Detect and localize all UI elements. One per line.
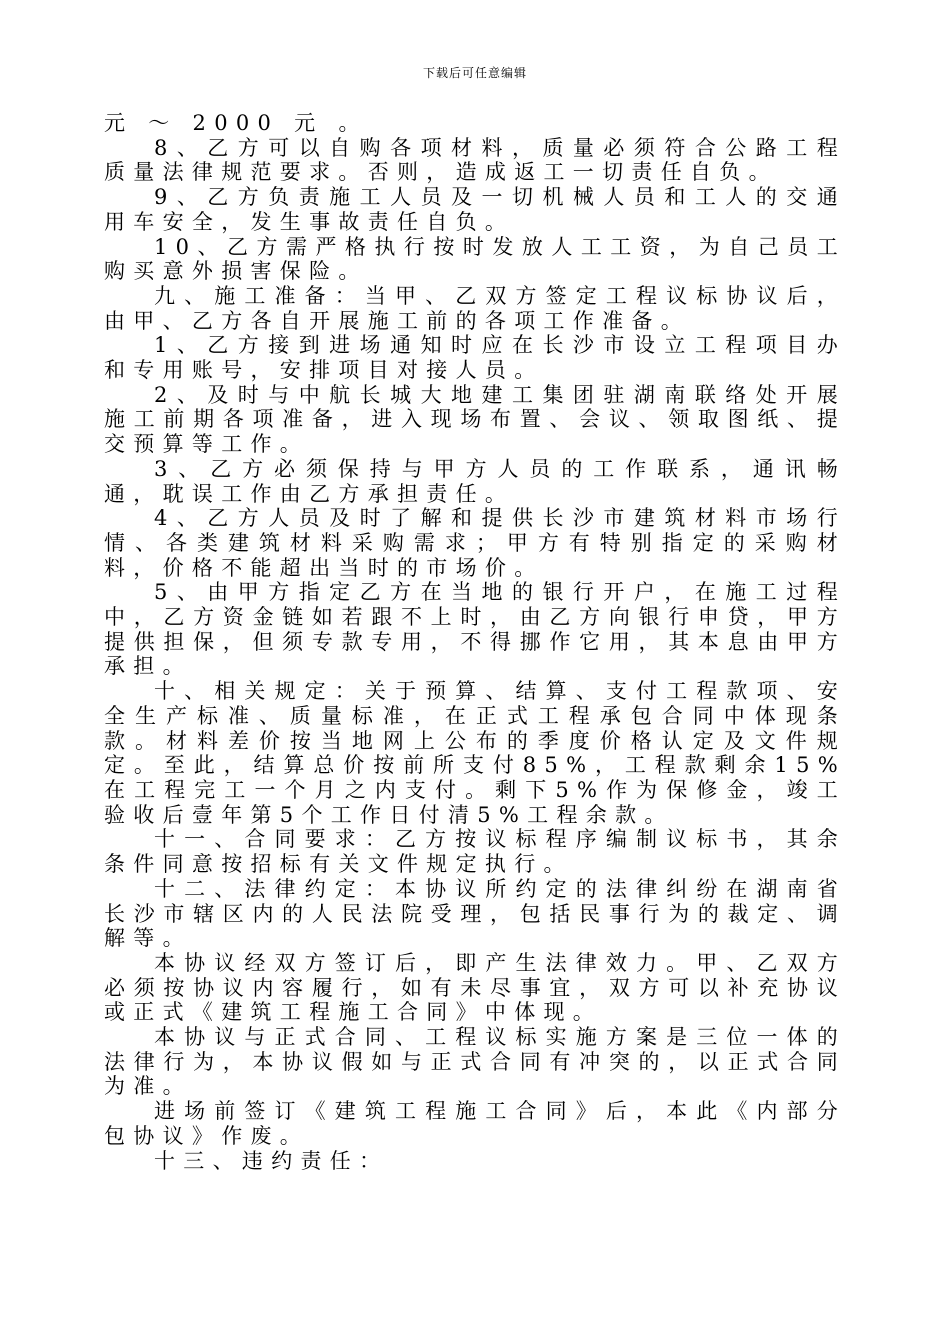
document-body [104, 111, 846, 1173]
page-header: 下载后可任意编辑 [422, 66, 527, 80]
paragraph-amount-continuation: 元 ～ 2000 元 。 [104, 111, 368, 135]
paragraph-prep-item-2: 2、及时与中航长城大地建工集团驻湖南联络处开展施工前期各项准备，进入现场布置、会议、领取图纸、提交预算等工作。 [104, 382, 846, 457]
paragraph-section-9-preparation: 九、施工准备：当甲、乙双方签定工程议标协议后，由甲、乙方各自开展施工前的各项工作准备。 [104, 283, 846, 333]
paragraph-prep-item-4: 4、乙方人员及时了解和提供长沙市建筑材料市场行情、各类建筑材料采购需求；甲方有特别指定的采购材料，价格不能超出当时的市场价。 [104, 506, 846, 580]
paragraph-section-13-liability: 十三、违约责任： [154, 1148, 389, 1173]
paragraph-void-clause: 进场前签订《建筑工程施工合同》后，本此《内部分包协议》作废。 [104, 1099, 846, 1148]
paragraph-trinity: 本协议与正式合同、工程议标实施方案是三位一体的法律行为，本协议假如与正式合同有冲突的，以正式合同为准。 [104, 1025, 846, 1099]
paragraph-section-12-law: 十二、法律约定：本协议所约定的法律纠纷在湖南省长沙市辖区内的人民法院受理，包括民事行为的裁定、调解等。 [104, 876, 846, 951]
paragraph-section-11-contract: 十一、合同要求：乙方按议标程序编制议标书，其余条件同意按招标有关文件规定执行。 [104, 827, 846, 877]
paragraph-clause-10-wages: 10、乙方需严格执行按时发放人工工资，为自己员工购买意外损害保险。 [104, 234, 846, 284]
paragraph-effectiveness: 本协议经双方签订后，即产生法律效力。甲、乙双方必须按协议内容履行，如有未尽事宜，双方可以补充协议或正式《建筑工程施工合同》中体现。 [104, 950, 846, 1025]
paragraph-prep-item-1: 1、乙方接到进场通知时应在长沙市设立工程项目办和专用账号，安排项目对接人员。 [104, 333, 846, 383]
paragraph-clause-9-vehicle-safety: 9、乙方负责施工人员及一切机械人员和工人的交通用车安全，发生事故责任自负。 [104, 185, 846, 234]
paragraph-prep-item-3: 3、乙方必须保持与甲方人员的工作联系，通讯畅通，耽误工作由乙方承担责任。 [104, 456, 846, 506]
paragraph-prep-item-5: 5、由甲方指定乙方在当地的银行开户，在施工过程中，乙方资金链如若跟不上时，由乙方向银行申贷，甲方提供担保，但须专款专用，不得挪作它用，其本息由甲方承担。 [104, 580, 846, 679]
paragraph-section-10-regulations: 十、相关规定：关于预算、结算、支付工程款项、安全生产标准、质量标准，在正式工程承包合同中体现条款。材料差价按当地网上公布的季度价格认定及文件规定。至此，结算总价按前所支付85%，工程款剩余15%在工程完工一个月之内支付。剩下5%作为保修金，竣工验收后壹年第5个工作日付清5%工程余款。 [104, 679, 847, 827]
paragraph-clause-8-materials: 8、乙方可以自购各项材料，质量必须符合公路工程质量法律规范要求。否则，造成返工一切责任自负。 [104, 135, 846, 185]
